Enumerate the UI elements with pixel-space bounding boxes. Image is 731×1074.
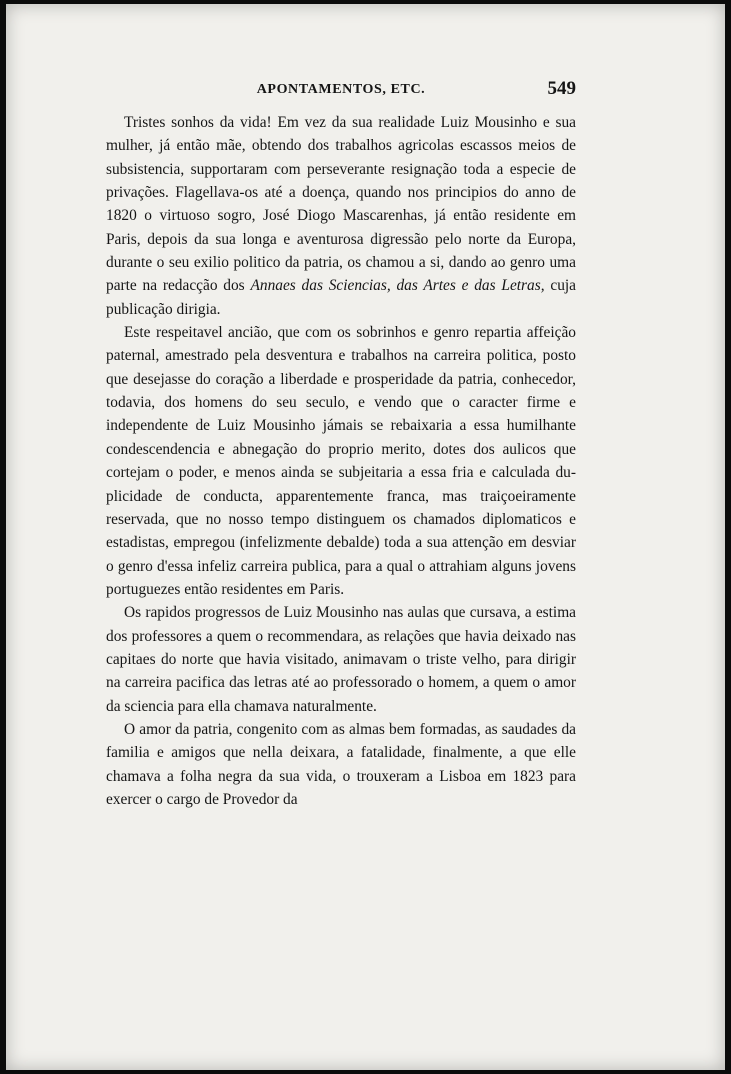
book-page <box>6 4 725 1070</box>
paragraph-1-end: cuja publicação dirigia. <box>106 277 576 318</box>
paragraph-1-text: Tristes sonhos da vida! Em vez da sua realidade Luiz Mousinho e sua mulher, já então mãe, obtendo dos trabalhos agricolas escassos meios de subsistencia, supportaram com perseverante resignação toda a especie de privações. Flagellava-os até a doença, quando nos principios do anno de 1820 o virtuoso sogro, José Diogo Mascarenhas, já então residente em Paris, depois da sua longa e aventurosa digressão pelo norte da Europa, durante o seu exilio politico da patria, os chamou a si, dando ao genro uma parte na redacção dos <box>106 114 576 295</box>
running-head: APONTAMENTOS, ETC. <box>256 82 426 97</box>
paragraph-4: O amor da patria, congenito com as almas bem formadas, as saudades da familia e amigos que nella deixara, a fatalidade, finalmente, a que elle chamava a folha negra da sua vida, o trouxeram a Lisboa em 1823 para exercer o cargo de Provedor da <box>106 720 576 808</box>
page-header <box>106 78 576 106</box>
journal-title-italic: Annaes das Sciencias, das Artes e das Letras, <box>250 277 545 295</box>
paragraph-1 <box>106 111 576 321</box>
paragraph-3: Os rapidos progressos de Luiz Mousinho nas aulas que cursava, a estima dos professores a quem o recommendara, as relações que havia deixado nas capitaes do norte que havia visitado, animavam o triste velho, para dirigir na carreira pacifica das letras até ao professorado o homem, a quem o amor da sciencia para ella chamava naturalmente. <box>106 604 576 715</box>
body-text <box>106 111 576 811</box>
paragraph-2: Este respeitavel ancião, que com os sobrinhos e genro repartia affeição paternal, amestrado pela desventura e trabalhos na carreira politica, posto que desejasse do coração a liberdade e prosperidade da patria, conhecedor, todavia, dos homens do seu seculo, e vendo que o caracter firme e independente de Luiz Mousinho jámais se rebaixaria a essa humilhante condescendencia e abnegação do proprio merito, dotes dos aulicos que cortejam o poder, e menos ainda se subjeitaria a essa fria e calculada duplicidade de conducta, apparentemente franca, mas traiçoeiramente reservada, que no nosso tempo distinguem os chamados diplomaticos e estadistas, empregou (infelizmente debalde) toda a sua attenção em desviar o genro d'essa infeliz carreira publica, para a qual o attrahiam alguns jovens portuguezes então residentes em Paris. <box>106 324 576 598</box>
page-number: 549 <box>547 78 576 99</box>
